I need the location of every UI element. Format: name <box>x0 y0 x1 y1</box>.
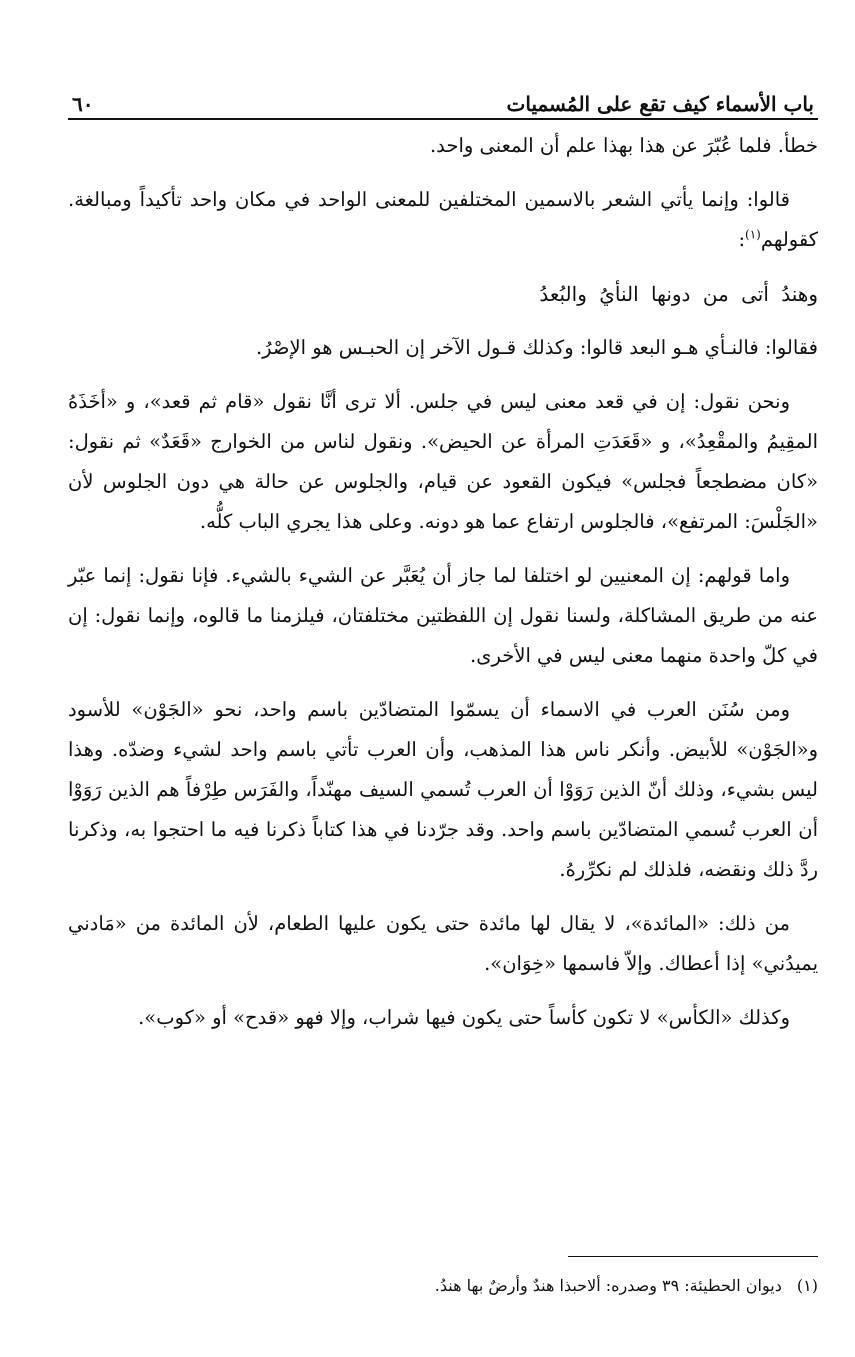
paragraph-2 <box>68 180 818 260</box>
footnote-reference[interactable]: (١) <box>745 227 761 242</box>
footnote-text: ديوان الحطيئة: ٣٩ وصدره: ألاحبذا هندٌ وأرضٌ بها هندُ. <box>434 1276 782 1295</box>
footnote <box>68 1272 818 1300</box>
paragraph-8: وكذلك «الكأس» لا تكون كأساً حتى يكون فيها شراب، وإلا فهو «قدح» أو «كوب». <box>138 1006 790 1029</box>
footnote-marker: (١) <box>796 1276 818 1295</box>
running-title: باب الأسماء كيف تقع على المُسميات <box>506 92 814 116</box>
running-header <box>68 78 818 120</box>
paragraph-2-text: قالوا: وإنما يأتي الشعر بالاسمين المختلفين للمعنى الواحد في مكان واحد تأكيداً ومبالغة. كقولهم <box>68 188 818 251</box>
paragraph-4: ونحن نقول: إن في قعد معنى ليس في جلس. ألا ترى أنَّا نقول «قام ثم قعد»، و «أخَذَهُ المقِيمُ والمقْعِدُ»، و «قَعَدَتِ المرأة عن الحيض». ونقول لناس من الخوارج «قَعَدٌ» ثم نقول: «كان مضطجعاً فجلس» فيكون القعود عن قيام، والجلوس عن حالة هي دون الجلوس لأن «الجَلْسَ: المرتفع»، فالجلوس ارتفاع عما هو دونه. وعلى هذا يجري الباب كلُّه. <box>68 390 818 533</box>
poetry-verse: وهندُ أتى من دونها النأيُ والبُعدُ <box>539 282 818 306</box>
paragraph-3: فقالوا: فالنـأي هـو البعد قالوا: وكذلك قـول الآخر إن الحبـس هو الإصْرُ. <box>255 336 818 359</box>
paragraph-6: ومن سُنَن العرب في الاسماء أن يسمّوا المتضادّين باسم واحد، نحو «الجَوْن» للأسود و«الجَوْن» للأبيض. وأنكر ناس هذا المذهب، وأن العرب تأتي باسم واحد لشيء وضدّه. وهذا ليس بشيء، وذلك أنّ الذين رَوَوْا أن العرب تُسمي السيف مهنّداً، والفَرَس طِرْفاً هم الذين رَوَوْا أن العرب تُسمي المتضادّين باسم واحد. وقد جرّدنا في هذا كتاباً ذكرنا فيه ما احتجوا به، وذكرنا ردَّ ذلك ونقضه، فلذلك لم نكرِّرهُ. <box>68 698 818 881</box>
paragraph-2-colon: : <box>738 228 746 251</box>
paragraph-1: خطأ. فلما عُبّرَ عن هذا بهذا علم أن المعنى واحد. <box>429 134 818 157</box>
book-page <box>68 78 818 1338</box>
paragraph-7: من ذلك: «المائدة»، لا يقال لها مائدة حتى يكون عليها الطعام، لأن المائدة من «مَادني يميدُني» إذا أعطاك. وإلاّ فاسمها «خِوَان». <box>68 912 818 975</box>
body-text <box>68 126 818 1038</box>
paragraph-5: واما قولهم: إن المعنيين لو اختلفا لما جاز أن يُعَبَّر عن الشيء بالشيء. فإنا نقول: إنما عبّر عنه من طريق المشاكلة، ولسنا نقول إن اللفظتين مختلفتان، فيلزمنا ما قالوه، وإنما نقول: إن في كلّ واحدة منهما معنى ليس في الأخرى. <box>68 564 818 667</box>
footnote-divider <box>568 1256 818 1257</box>
page-number: ٦٠ <box>72 92 94 116</box>
